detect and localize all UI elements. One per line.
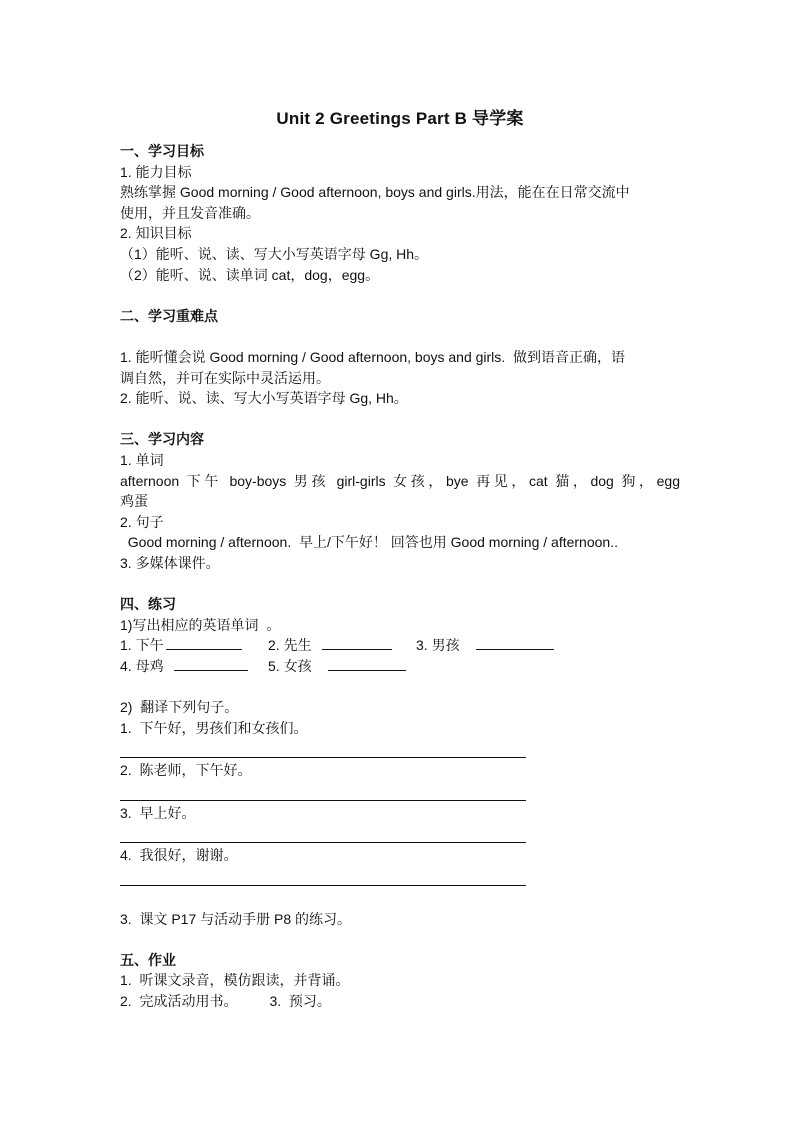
words-label: 1. 单词	[120, 451, 164, 468]
homework-item: 2. 完成活动用书。	[120, 992, 238, 1009]
homework-row	[120, 991, 680, 1012]
ability-goal-text-cont: 使用，并且发音准确。	[120, 204, 260, 221]
section-heading: 三、学习内容	[120, 431, 204, 448]
answer-line[interactable]	[120, 866, 526, 886]
sentence-text: Good morning / afternoon. 早上/下午好！ 回答也用 Good morning / afternoon..	[120, 534, 618, 551]
exercise-3-text: 3. 课文 P17 与活动手册 P8 的练习。	[120, 910, 352, 927]
homework-item: 3. 预习。	[269, 992, 331, 1009]
answer-blank[interactable]	[174, 656, 248, 671]
translate-item: 2. 陈老师，下午好。	[120, 762, 252, 779]
translate-item: 3. 早上好。	[120, 804, 196, 821]
exercise-1-prompt: 1)写出相应的英语单词 。	[120, 616, 281, 633]
section-heading: 二、学习重难点	[120, 307, 218, 324]
translate-item: 4. 我很好，谢谢。	[120, 847, 238, 864]
answer-blank[interactable]	[166, 635, 242, 650]
word-blank-row	[120, 635, 680, 656]
word-list: afternoon 下午 boy-boys 男孩 girl-girls 女孩，bye 再见，cat 猫，dog 狗，egg	[120, 472, 680, 489]
word-blank-item: 1. 下午	[120, 635, 268, 656]
ability-goal-label: 1. 能力目标	[120, 163, 192, 180]
word-blank-item: 2. 先生	[268, 635, 416, 656]
knowledge-goal-item: （1）能听、说、读、写大小写英语字母 Gg, Hh。	[120, 245, 429, 262]
word-blank-row	[120, 656, 680, 677]
key-point: 1. 能听懂会说 Good morning / Good afternoon, boys and girls. 做到语音正确，语	[120, 348, 625, 365]
answer-blank[interactable]	[328, 656, 406, 671]
multimedia-item: 3. 多媒体课件。	[120, 554, 220, 571]
answer-line[interactable]	[120, 823, 526, 843]
answer-line[interactable]	[120, 781, 526, 801]
section-heading: 五、作业	[120, 951, 176, 968]
knowledge-goal-label: 2. 知识目标	[120, 225, 192, 242]
section-heading: 一、学习目标	[120, 143, 204, 159]
knowledge-goal-item: （2）能听、说、读单词 cat，dog，egg。	[120, 266, 380, 283]
translate-item: 1. 下午好，男孩们和女孩们。	[120, 719, 308, 736]
answer-blank[interactable]	[476, 635, 554, 650]
section-heading: 四、练习	[120, 596, 176, 613]
word-blank-item: 5. 女孩	[268, 656, 406, 677]
exercise-2-prompt: 2) 翻译下列句子。	[120, 699, 239, 716]
key-point: 2. 能听、说、读、写大小写英语字母 Gg, Hh。	[120, 390, 408, 407]
answer-blank[interactable]	[322, 635, 392, 650]
worksheet	[120, 104, 680, 1012]
word-blank-item: 3. 男孩	[416, 635, 554, 656]
key-point-cont: 调自然，并可在实际中灵活运用。	[120, 369, 330, 386]
word-list-cont: 鸡蛋	[120, 493, 148, 510]
homework-item: 1. 听课文录音，模仿跟读，并背诵。	[120, 972, 350, 989]
word-blank-item: 4. 母鸡	[120, 656, 268, 677]
page-title: Unit 2 Greetings Part B 导学案	[276, 109, 524, 128]
ability-goal-text: 熟练掌握 Good morning / Good afternoon, boys and girls.用法，能在在日常交流中	[120, 184, 630, 201]
answer-line[interactable]	[120, 738, 526, 758]
sentences-label: 2. 句子	[120, 513, 164, 530]
